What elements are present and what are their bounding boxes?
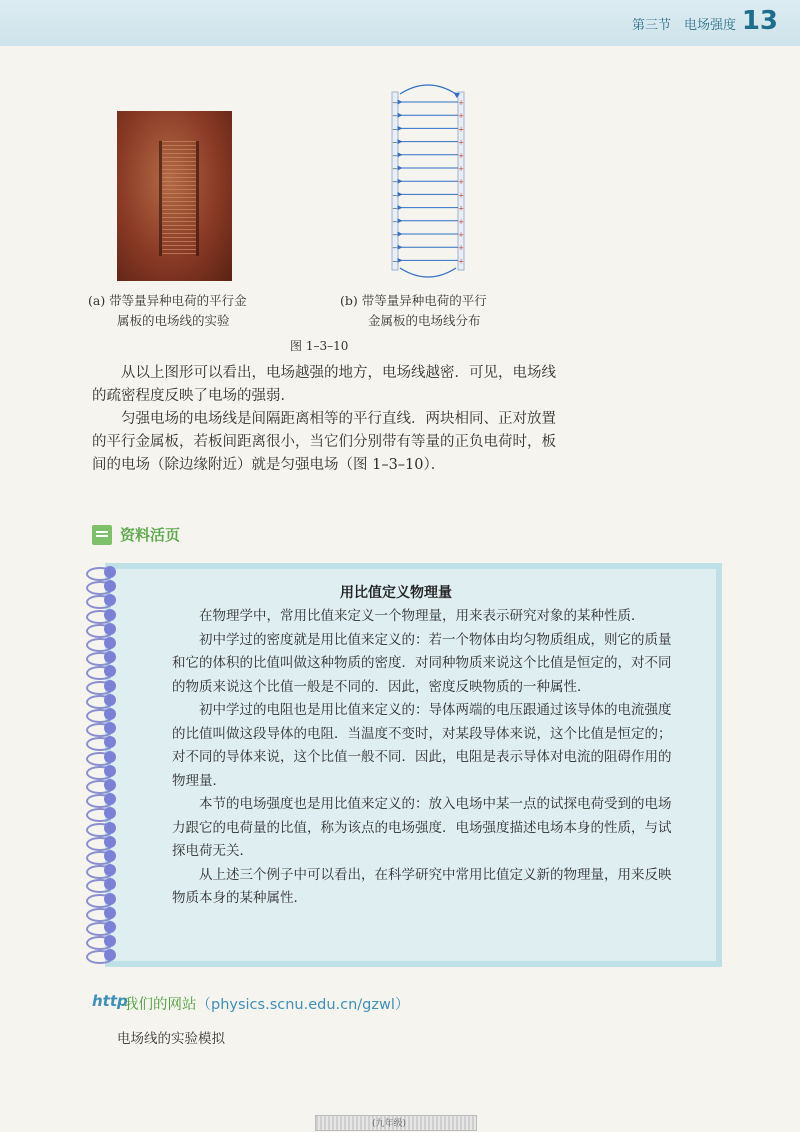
plus-sign: + bbox=[458, 204, 464, 213]
ring-hole bbox=[104, 893, 116, 905]
minus-sign: − bbox=[392, 244, 398, 253]
ring-hole bbox=[104, 949, 116, 961]
ring-hole bbox=[104, 793, 116, 805]
binding-ring bbox=[82, 722, 126, 735]
ring-hole bbox=[104, 751, 116, 763]
resource-title: 资料活页 bbox=[120, 526, 181, 544]
binding-ring bbox=[82, 566, 126, 579]
paragraph-1: 从以上图形可以看出，电场越强的地方，电场线越密．可见，电场线的疏密程度反映了电场的强弱． bbox=[92, 365, 556, 404]
resource-icon bbox=[92, 525, 112, 545]
minus-sign: − bbox=[392, 125, 398, 134]
fringe-field-top bbox=[400, 85, 456, 94]
section-title: 第三节 电场强度 bbox=[631, 18, 736, 33]
binding-ring bbox=[82, 807, 126, 820]
footer-tab bbox=[315, 1115, 477, 1131]
paragraph-2: 匀强电场的电场线是间隔距离相等的平行直线．两块相同、正对放置的平行金属板，若板间距离很小，当它们分别带有等量的正负电荷时，板间的电场（除边缘附近）就是匀强电场（图 1–3–10）． bbox=[92, 411, 556, 473]
plus-sign: + bbox=[458, 125, 464, 134]
ring-hole bbox=[104, 935, 116, 947]
binding-ring bbox=[82, 864, 126, 877]
binding-ring bbox=[82, 949, 126, 962]
plus-sign: + bbox=[458, 191, 464, 200]
http-logo: http bbox=[92, 992, 128, 1010]
minus-sign: − bbox=[392, 231, 398, 239]
website-item: 电场线的实验模拟 bbox=[117, 1031, 225, 1047]
binding-ring bbox=[82, 836, 126, 849]
minus-sign: − bbox=[392, 257, 398, 266]
plus-sign: + bbox=[458, 231, 464, 239]
parallel-plates-photo bbox=[159, 141, 199, 256]
ring-hole bbox=[104, 708, 116, 720]
binding-ring bbox=[82, 793, 126, 806]
caption-b-line1: (b) 带等量异种电荷的平行 bbox=[340, 293, 487, 308]
ring-hole bbox=[104, 779, 116, 791]
note-title: 用比值定义物理量 bbox=[340, 585, 452, 601]
ring-hole bbox=[104, 580, 116, 592]
ring-hole bbox=[104, 836, 116, 848]
note-text bbox=[172, 605, 674, 911]
binding-ring bbox=[82, 594, 126, 607]
ring-hole bbox=[104, 765, 116, 777]
binding-ring bbox=[82, 580, 126, 593]
note-paragraph: 在物理学中，常用比值来定义一个物理量，用来表示研究对象的某种性质． bbox=[199, 608, 645, 624]
field-lines bbox=[392, 99, 464, 265]
ring-hole bbox=[104, 609, 116, 621]
note-paragraph: 初中学过的密度就是用比值来定义的：若一个物体由均匀物质组成，则它的质量和它的体积的比值叫做这种物质的密度．对同种物质来说这个比值是恒定的，对不同的物质来说这个比值一般是不同的．因此，密度反映物质的一种属性． bbox=[172, 631, 672, 695]
footer-tab-label: (九年级) bbox=[372, 1119, 407, 1129]
binding-ring bbox=[82, 680, 126, 693]
binding-ring bbox=[82, 665, 126, 678]
caption-a-line1: (a) 带等量异种电荷的平行金 bbox=[88, 293, 247, 308]
binding-ring bbox=[82, 921, 126, 934]
ring-hole bbox=[104, 623, 116, 635]
binding-ring bbox=[82, 708, 126, 721]
website-url[interactable]: （physics.scnu.edu.cn/gzwl） bbox=[196, 997, 410, 1013]
minus-sign: − bbox=[392, 191, 398, 200]
website-title: 我们的网站 bbox=[124, 997, 197, 1013]
minus-sign: − bbox=[392, 204, 398, 213]
ring-hole bbox=[104, 907, 116, 919]
binding-ring bbox=[82, 779, 126, 792]
ring-hole bbox=[104, 807, 116, 819]
plus-sign: + bbox=[458, 257, 464, 266]
ring-hole bbox=[104, 651, 116, 663]
binding-ring bbox=[82, 765, 126, 778]
minus-sign: − bbox=[392, 112, 398, 121]
minus-sign: − bbox=[392, 165, 398, 173]
plus-sign: + bbox=[458, 244, 464, 253]
spiral-binding bbox=[82, 566, 126, 966]
page-number: 13 bbox=[741, 6, 778, 36]
ring-hole bbox=[104, 665, 116, 677]
note-paragraph: 初中学过的电阻也是用比值来定义的：导体两端的电压跟通过该导体的电流强度的比值叫做这段导体的电阻．当温度不变时，对某段导体来说，这个比值是恒定的；对不同的导体来说，这个比值一般不同．因此，电阻是表示导体对电流的阻碍作用的物理量． bbox=[172, 702, 672, 789]
ring-hole bbox=[104, 694, 116, 706]
field-line-diagram bbox=[380, 82, 480, 282]
binding-ring bbox=[82, 907, 126, 920]
ring-hole bbox=[104, 680, 116, 692]
ring-hole bbox=[104, 878, 116, 890]
plus-sign: + bbox=[458, 138, 464, 147]
experiment-photo bbox=[117, 111, 232, 281]
website-heading[interactable] bbox=[124, 993, 409, 1014]
plus-sign: + bbox=[458, 165, 464, 173]
minus-sign: − bbox=[392, 99, 398, 107]
ring-hole bbox=[104, 722, 116, 734]
binding-ring bbox=[82, 751, 126, 764]
minus-sign: − bbox=[392, 178, 398, 187]
ring-hole bbox=[104, 850, 116, 862]
ring-hole bbox=[104, 822, 116, 834]
ring-hole bbox=[104, 566, 116, 578]
plus-sign: + bbox=[458, 99, 464, 107]
note-paragraph: 本节的电场强度也是用比值来定义的：放入电场中某一点的试探电荷受到的电场力跟它的电荷量的比值，称为该点的电场强度．电场强度描述电场本身的性质，与试探电荷无关． bbox=[172, 796, 672, 859]
ring-hole bbox=[104, 864, 116, 876]
binding-ring bbox=[82, 637, 126, 650]
body-text bbox=[92, 362, 560, 477]
ring-hole bbox=[104, 637, 116, 649]
binding-ring bbox=[82, 822, 126, 835]
ring-hole bbox=[104, 921, 116, 933]
figure-label: 图 1–3–10 bbox=[290, 339, 349, 353]
caption-a-line2: 属板的电场线的实验 bbox=[117, 313, 230, 328]
note-paragraph: 从上述三个例子中可以看出，在科学研究中常用比值定义新的物理量，用来反映物质本身的某种属性． bbox=[172, 866, 672, 906]
plus-sign: + bbox=[458, 217, 464, 226]
page-header bbox=[0, 0, 800, 46]
binding-ring bbox=[82, 850, 126, 863]
binding-ring bbox=[82, 694, 126, 707]
binding-ring bbox=[82, 609, 126, 622]
binding-ring bbox=[82, 736, 126, 749]
plus-sign: + bbox=[458, 178, 464, 187]
binding-ring bbox=[82, 651, 126, 664]
binding-ring bbox=[82, 893, 126, 906]
plus-sign: + bbox=[458, 112, 464, 121]
minus-sign: − bbox=[392, 138, 398, 147]
minus-sign: − bbox=[392, 151, 398, 160]
binding-ring bbox=[82, 878, 126, 891]
binding-ring bbox=[82, 623, 126, 636]
minus-sign: − bbox=[392, 217, 398, 226]
ring-hole bbox=[104, 736, 116, 748]
binding-ring bbox=[82, 935, 126, 948]
ring-hole bbox=[104, 594, 116, 606]
plus-sign: + bbox=[458, 151, 464, 160]
fringe-field-bottom bbox=[400, 268, 456, 277]
caption-b-line2: 金属板的电场线分布 bbox=[368, 313, 481, 328]
